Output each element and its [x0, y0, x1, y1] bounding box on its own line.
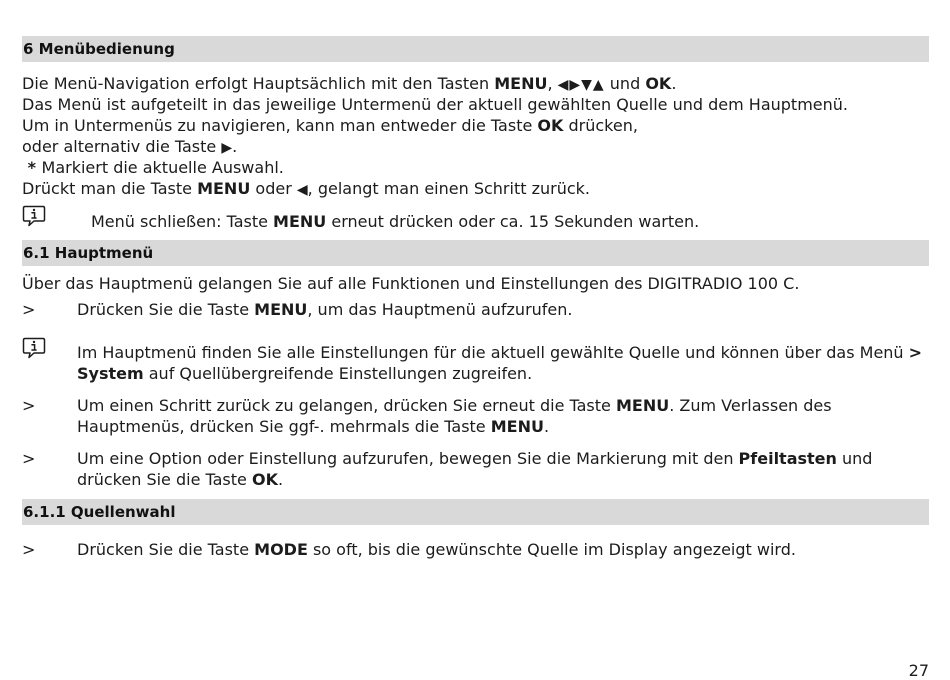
step-marker: >: [22, 449, 36, 468]
section-heading-6-1-1-text: 6.1.1 Quellenwahl: [23, 503, 176, 521]
menu-key: MENU: [254, 300, 308, 319]
step-marker: >: [22, 396, 36, 415]
text: und: [604, 74, 646, 93]
text: auf Quellübergreifende Einstellungen zugreifen.: [143, 364, 533, 383]
paragraph-navigation: [22, 73, 676, 96]
text: oder: [250, 179, 297, 198]
paragraph-menu-structure: Das Menü ist aufgeteilt in das jeweilige Untermenü der aktuell gewählten Quelle und dem Hauptmenü.: [22, 95, 848, 114]
system-menu-path: > System: [77, 343, 923, 383]
text: Menü schließen: Taste: [91, 212, 274, 231]
step-marker: >: [22, 540, 36, 559]
step-go-back: [77, 395, 927, 437]
paragraph-back: [22, 178, 590, 201]
menu-key: MENU: [490, 417, 544, 436]
text: Drücken Sie die Taste: [77, 300, 255, 319]
text: Um in Untermenüs zu navigieren, kann man entweder die Taste: [22, 116, 538, 135]
step-select-option: [77, 448, 927, 490]
left-arrow-glyph: ◀: [296, 182, 308, 198]
info-icon: [22, 205, 46, 227]
ok-key: OK: [251, 470, 278, 489]
text: ,: [547, 74, 558, 93]
ok-key: OK: [537, 116, 564, 135]
text: , um das Hauptmenü aufzurufen.: [307, 300, 573, 319]
ok-key: OK: [645, 74, 672, 93]
text: Um einen Schritt zurück zu gelangen, drücken Sie erneut die Taste: [77, 396, 616, 415]
paragraph-alternative: [22, 136, 237, 159]
text: Die Menü-Navigation erfolgt Hauptsächlich mit den Tasten: [22, 74, 495, 93]
text: Markiert die aktuelle Auswahl.: [41, 158, 284, 177]
text: Drückt man die Taste: [22, 179, 198, 198]
paragraph-main-menu-intro: Über das Hauptmenü gelangen Sie auf alle Funktionen und Einstellungen des DIGITRADIO 100 C.: [22, 274, 800, 293]
text: . Zum Verlassen des Hauptmenüs, drücken Sie ggf-. mehrmals die Taste: [77, 396, 832, 436]
paragraph-submenu: [22, 115, 638, 136]
menu-key: MENU: [273, 212, 327, 231]
section-heading-6-1: [22, 240, 929, 266]
text: Drücken Sie die Taste: [77, 540, 255, 559]
right-arrow-glyph: ▶: [221, 140, 233, 156]
step-open-main-menu: [77, 299, 927, 320]
step-source-select: [77, 539, 927, 560]
text: .: [543, 417, 550, 436]
text: so oft, bis die gewünschte Quelle im Display angezeigt wird.: [307, 540, 796, 559]
page-number: 27: [908, 661, 929, 680]
paragraph-selection-marker: [22, 157, 284, 178]
section-heading-6: [22, 36, 929, 62]
text: Im Hauptmenü finden Sie alle Einstellungen für die aktuell gewählte Quelle und können über das Menü: [77, 343, 909, 362]
text: .: [671, 74, 677, 93]
text: oder alternativ die Taste: [22, 137, 222, 156]
section-heading-6-1-text: 6.1 Hauptmenü: [23, 244, 154, 262]
info-main-menu-settings: [77, 342, 927, 384]
text: und drücken Sie die Taste: [77, 449, 873, 489]
mode-key: MODE: [254, 540, 308, 559]
info-icon: [22, 337, 46, 359]
menu-key: MENU: [494, 74, 548, 93]
info-close-menu: [91, 211, 699, 232]
star-marker: *: [22, 158, 42, 177]
section-heading-6-1-1: [22, 499, 929, 525]
text: erneut drücken oder ca. 15 Sekunden warten.: [326, 212, 700, 231]
step-marker: >: [22, 300, 36, 319]
arrow-keys-glyphs: ◀▶▼▲: [557, 77, 605, 93]
text: .: [277, 470, 284, 489]
text: , gelangt man einen Schritt zurück.: [307, 179, 590, 198]
menu-key: MENU: [197, 179, 251, 198]
text: .: [232, 137, 238, 156]
menu-key: MENU: [615, 396, 670, 415]
section-heading-6-text: 6 Menübedienung: [23, 40, 175, 58]
arrow-keys-label: Pfeiltasten: [738, 449, 837, 468]
text: Um eine Option oder Einstellung aufzurufen, bewegen Sie die Markierung mit den: [77, 449, 739, 468]
text: drücken,: [563, 116, 638, 135]
